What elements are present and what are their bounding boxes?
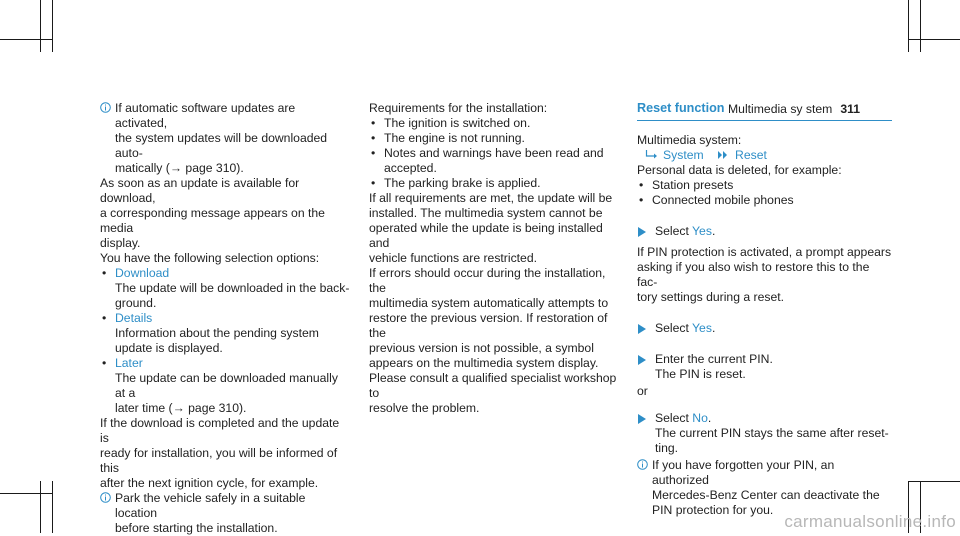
- select-label: Select: [655, 321, 689, 335]
- column-middle: [369, 101, 623, 416]
- paragraph-line: a corresponding message appears on the media: [100, 206, 325, 235]
- paragraph-line: If the download is completed and the update is: [100, 416, 340, 445]
- watermark: carmanualsonline.info: [784, 512, 956, 531]
- paragraph-line: ready for installation, you will be informed of this: [100, 446, 338, 475]
- select-label: Select: [655, 224, 689, 238]
- example-item: [637, 193, 892, 208]
- requirement-text: • Notes and warnings have been read and: [384, 146, 604, 160]
- crop-mark: [0, 39, 52, 40]
- requirement-item: [369, 116, 623, 131]
- option-desc-line: The update will be downloaded in the back‐: [115, 281, 350, 295]
- crop-mark: [908, 481, 960, 482]
- crop-mark: [908, 0, 909, 52]
- note-line: If automatic software updates are activated,: [115, 101, 296, 130]
- note-park: [100, 491, 350, 536]
- requirements-title: Requirements for the installation:: [369, 101, 548, 115]
- paragraph-line: multimedia system automatically attempts to: [369, 296, 609, 310]
- requirement-item: [369, 131, 623, 146]
- option-desc-line: update is displayed.: [115, 341, 223, 355]
- menu-path: [637, 148, 892, 163]
- paragraph-line: display.: [100, 236, 141, 250]
- paragraph-line: As soon as an update is available for download,: [100, 176, 300, 205]
- example-text: • Connected mobile phones: [652, 193, 794, 207]
- option-later-label: • Later: [115, 356, 143, 370]
- crop-mark: [52, 0, 53, 52]
- option-desc-line: ground.: [115, 296, 157, 310]
- info-note-icon: [100, 102, 111, 113]
- requirement-text: • The parking brake is applied.: [384, 176, 541, 190]
- example-text: • Station presets: [652, 178, 734, 192]
- menu-system: System: [663, 148, 704, 162]
- option-details: [100, 311, 350, 356]
- paragraph-line: tory settings during a reset.: [637, 290, 784, 304]
- or-text: or: [637, 384, 648, 398]
- page-number: 311: [840, 102, 860, 116]
- action-arrow-icon: [637, 227, 647, 237]
- paragraph-line: asking if you also wish to restore this to the fac‐: [637, 260, 870, 289]
- crop-mark: [40, 481, 41, 533]
- option-later: [100, 356, 350, 416]
- requirement-text: accepted.: [384, 161, 437, 175]
- paragraph-line: vehicle functions are restricted.: [369, 251, 537, 265]
- paragraph-line: installed. The multimedia system cannot be: [369, 206, 603, 220]
- step-select-yes: Select Yes.: [637, 224, 892, 239]
- note-line: If you have forgotten your PIN, an authorized: [652, 458, 835, 487]
- requirement-item: [369, 146, 623, 176]
- action-arrow-icon: [637, 324, 647, 334]
- action-arrow-icon: [637, 355, 647, 365]
- no-desc-line: The current PIN stays the same after reset‐: [655, 426, 889, 440]
- paragraph-line: after the next ignition cycle, for example.: [100, 476, 319, 490]
- note-auto-update: [100, 101, 350, 176]
- paragraph-line: appears on the multimedia system display.: [369, 356, 599, 370]
- example-item: [637, 178, 892, 193]
- option-no: No: [692, 411, 708, 425]
- column-left: [100, 101, 350, 536]
- select-label: Select: [655, 411, 689, 425]
- option-yes: Yes: [692, 224, 712, 238]
- option-desc-line: later time (→ page 310).: [115, 401, 247, 415]
- crop-mark: [52, 481, 53, 533]
- note-line: before starting the installation.: [115, 521, 278, 535]
- menu-reset: Reset: [735, 148, 767, 162]
- paragraph-line: Please consult a qualified specialist workshop to: [369, 371, 617, 400]
- paragraph-line: If all requirements are met, the update will be: [369, 191, 613, 205]
- note-forgot-pin: [637, 458, 892, 518]
- paragraph-line: operated while the update is being installed and: [369, 221, 603, 250]
- info-note-icon: [100, 492, 111, 503]
- step-select-no: Select No. The current PIN stays the same after reset‐ ting.: [637, 411, 892, 456]
- column-right: [637, 101, 892, 518]
- crop-mark: [0, 493, 52, 494]
- crop-mark: [908, 39, 960, 40]
- personal-data-line: Personal data is deleted, for example:: [637, 163, 842, 177]
- option-desc-line: The update can be downloaded manually at a: [115, 371, 338, 400]
- requirement-text: • The ignition is switched on.: [384, 116, 531, 130]
- section-title: Reset function: [637, 101, 725, 115]
- double-chevron-icon: [717, 150, 729, 160]
- menu-root: Multimedia system:: [637, 133, 742, 147]
- paragraph-line: resolve the problem.: [369, 401, 480, 415]
- enter-pin-text: Enter the current PIN.: [655, 352, 773, 366]
- option-details-label: • Details: [115, 311, 153, 325]
- note-line: PIN protection for you.: [652, 503, 774, 517]
- step-select-yes-2: Select Yes.: [637, 321, 892, 336]
- submenu-arrow-icon: [645, 149, 659, 160]
- pin-reset-text: The PIN is reset.: [655, 367, 746, 381]
- option-download-label: • Download: [115, 266, 170, 280]
- options-intro: You have the following selection options:: [100, 251, 320, 265]
- info-note-icon: [637, 459, 648, 470]
- header-title: Multimedia sy stem: [728, 102, 833, 116]
- requirement-item: [369, 176, 623, 191]
- note-line: the system updates will be downloaded auto‐: [115, 131, 328, 160]
- option-desc-line: Information about the pending system: [115, 326, 319, 340]
- no-desc-line: ting.: [655, 441, 679, 455]
- section-rule: [637, 120, 892, 121]
- action-arrow-icon: [637, 414, 647, 424]
- paragraph-line: If errors should occur during the installation, the: [369, 266, 606, 295]
- paragraph-line: If PIN protection is activated, a prompt appears: [637, 245, 892, 259]
- requirement-text: • The engine is not running.: [384, 131, 525, 145]
- crop-mark: [920, 0, 921, 52]
- option-yes: Yes: [692, 321, 712, 335]
- step-enter-pin: [637, 352, 892, 382]
- note-line: Mercedes-Benz Center can deactivate the: [652, 488, 880, 502]
- option-download: [100, 266, 350, 311]
- note-line: Park the vehicle safely in a suitable location: [115, 491, 306, 520]
- crop-mark: [40, 0, 41, 52]
- paragraph-line: previous version is not possible, a symbol: [369, 341, 594, 355]
- paragraph-line: restore the previous version. If restoration of the: [369, 311, 608, 340]
- note-line: matically (→ page 310).: [115, 161, 244, 175]
